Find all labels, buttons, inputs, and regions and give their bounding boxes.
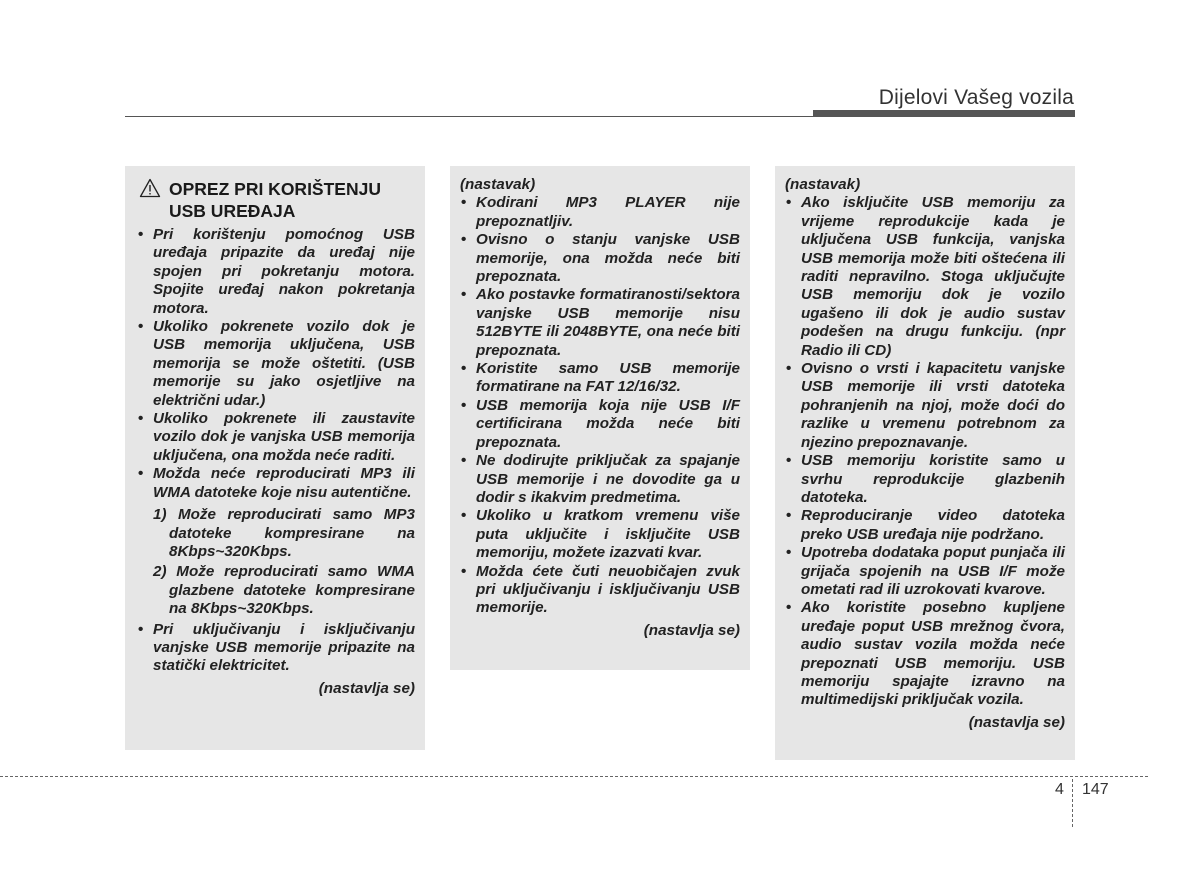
footer-vertical-dashed-rule — [1072, 779, 1073, 827]
list-item: • Ako koristite posebno kupljene uređaje poput USB mrežnog čvora, audio sustav vozila možda neće prepoznati USB memoriju. USB memoriju spajajte izravno na multimedijski priključak vozila. — [785, 599, 1065, 709]
list-item: • Kodirani MP3 PLAYER nije prepoznatljiv. — [460, 194, 740, 231]
list-item: • Ukoliko u kratkom vremenu više puta uključite i isključite USB memoriju, možete izazvati kvar. — [460, 507, 740, 562]
chapter-number: 4 — [1055, 781, 1064, 798]
list-item-text: Možda neće reproducirati MP3 ili WMA datoteke koje nisu autentične. — [153, 465, 415, 501]
list-item: • Ako isključite USB memoriju za vrijeme reprodukcije kada je uključena USB funkcija, vanjska USB memorija može biti oštećena ili raditi nepravilno. Stoga uključujte USB memoriju dok je vozilo ugašeno ili dok je audio sustav podešen na drugu funkciju. (npr Radio ili CD) — [785, 194, 1065, 360]
warning-heading — [137, 178, 415, 222]
warning-title: OPREZ PRI KORIŠTENJU USB UREĐAJA — [169, 179, 381, 221]
list-item: • Ne dodirujte priključak za spajanje USB memorije i ne dovodite ga u dodir s ikakvim predmetima. — [460, 452, 740, 507]
footer-dashed-rule — [0, 776, 1148, 777]
list-item: • Reproduciranje video datoteka preko USB uređaja nije podržano. — [785, 507, 1065, 544]
sub-list-item: 1) Može reproducirati samo MP3 datoteke kompresirane na 8Kbps~320Kbps. — [153, 506, 415, 560]
page-number: 147 — [1082, 781, 1109, 798]
continued-note: (nastavlja se) — [643, 621, 740, 639]
list-item: • USB memorija koja nije USB I/F certificirana možda neće biti prepoznata. — [460, 397, 740, 452]
page-header-title: Dijelovi Vašeg vozila — [878, 86, 1074, 109]
sub-list — [137, 506, 415, 618]
list-item: • Ukoliko pokrenete ili zaustavite vozilo dok je vanjska USB memorija uključena, ona možda neće raditi. — [137, 410, 415, 465]
list-item: • Ako postavke formatiranosti/sektora vanjske USB memorije nisu 512BYTE ili 2048BYTE, ona neće biti prepoznata. — [460, 286, 740, 360]
list-item: • Upotreba dodataka poput punjača ili grijača spojenih na USB I/F može ometati rad ili uzrokovati kvarove. — [785, 544, 1065, 599]
continued-top-note: (nastavak) — [785, 176, 861, 193]
caution-box — [125, 166, 425, 750]
continued-note: (nastavlja se) — [968, 713, 1065, 731]
list-item: • Pri korištenju pomoćnog USB uređaja pripazite da uređaj nije spojen pri pokretanju motora. Spojite uređaj nakon pokretanja motora. — [137, 226, 415, 318]
caution-list — [785, 194, 1065, 709]
list-item: • Pri uključivanju i isključivanju vanjske USB memorije pripazite na statički elektricitet. — [137, 621, 415, 676]
sub-list-item: 2) Može reproducirati samo WMA glazbene datoteke kompresirane na 8Kbps~320Kbps. — [153, 563, 415, 618]
list-item: • USB memoriju koristite samo u svrhu reprodukcije glazbenih datoteka. — [785, 452, 1065, 507]
list-item: • Ukoliko pokrenete vozilo dok je USB memorija uključena, USB memorija se može oštetiti. (USB memorije su jako osjetljive na električni udar.) — [137, 318, 415, 410]
continued-box-2 — [450, 166, 750, 670]
warning-triangle-icon — [139, 178, 165, 203]
caution-list — [460, 194, 740, 617]
continued-top-note: (nastavak) — [460, 176, 536, 193]
list-item: • Ovisno o vrsti i kapacitetu vanjske USB memorije ili vrsti datoteka pohranjenih na njoj, može doći do razlike u vremenu potrebnom za njezino prepoznavanje. — [785, 360, 1065, 452]
caution-list — [137, 226, 415, 502]
caution-list-continued — [137, 621, 415, 676]
list-item — [137, 465, 415, 502]
list-item: • Ovisno o stanju vanjske USB memorije, ona možda neće biti prepoznata. — [460, 231, 740, 286]
continued-box-3 — [775, 166, 1075, 760]
header-rule-accent — [813, 110, 1075, 117]
list-item: • Možda ćete čuti neuobičajen zvuk pri uključivanju i isključivanju USB memorije. — [460, 563, 740, 618]
continued-note: (nastavlja se) — [318, 679, 415, 697]
list-item: • Koristite samo USB memorije formatirane na FAT 12/16/32. — [460, 360, 740, 397]
